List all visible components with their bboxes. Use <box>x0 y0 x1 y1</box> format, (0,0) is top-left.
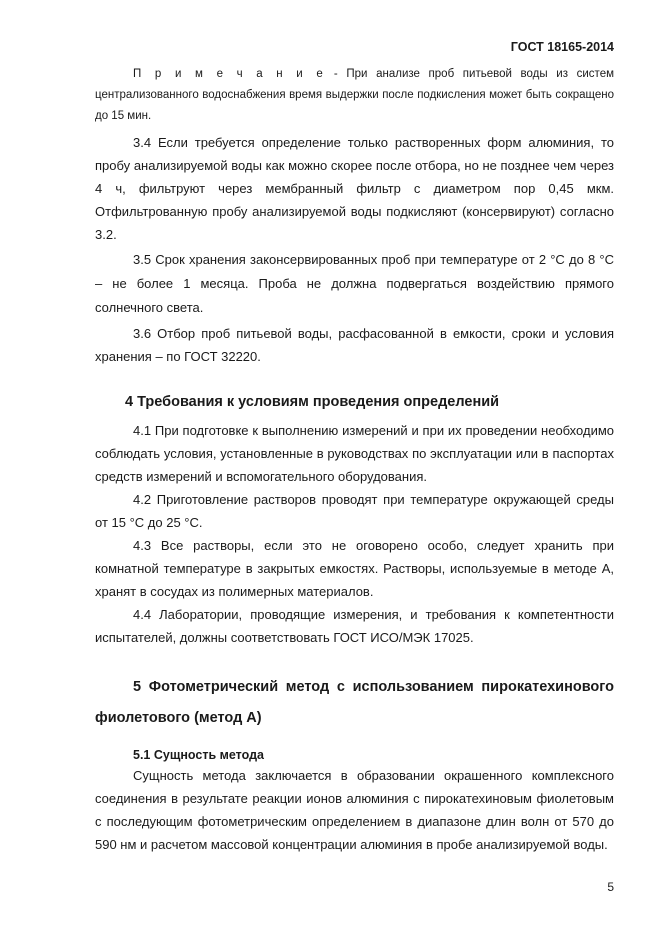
note-label: П р и м е ч а н и е <box>133 68 326 80</box>
section-4-heading: 4 Требования к условиям проведения определений <box>125 394 500 410</box>
paragraph-5-1: Сущность метода заключается в образовании окрашенного комплексного соединения в результате реакции ионов алюминия с пирокатехиновым фиолетовым с последующим фотометрическим определением в диапазоне длин волн от 570 до 590 нм и расчетом массовой концентрации алюминия в пробе анализируемой воды. <box>95 768 614 852</box>
note <box>95 64 614 127</box>
section-5-heading: 5 Фотометрический метод с использованием пирокатехинового фиолетового (метод А) <box>95 679 614 726</box>
note-text: - При анализе проб питьевой воды из систем централизованного водоснабжения время выдержки после подкисления может быть сокращено до 15 мин. <box>95 68 614 122</box>
paragraph-3-4: 3.4 Если требуется определение только растворенных форм алюминия, то пробу анализируемой воды как можно скорее после отбора, но не позднее чем через 4 ч, фильтруют через мембранный фильтр с диаметром пор 0,45 мкм. Отфильтрованную пробу анализируемой воды подкисляют (консервируют) согласно 3.2. <box>95 135 614 242</box>
page-content <box>95 64 614 856</box>
paragraph-3-5: 3.5 Срок хранения законсервированных проб при температуре от 2 °С до 8 °С – не более 1 месяца. Проба не должна подвергаться воздействию прямого солнечного света. <box>95 252 614 315</box>
section-5-1-heading: 5.1 Сущность метода <box>133 748 264 762</box>
paragraph-4-1: 4.1 При подготовке к выполнению измерений и при их проведении необходимо соблюдать условия, установленные в руководствах по эксплуатации или в паспортах средств измерений и вспомогательного оборудования. <box>95 423 614 484</box>
paragraph-4-3: 4.3 Все растворы, если это не оговорено особо, следует хранить при комнатной температуре в закрытых емкостях. Растворы, используемые в методе А, хранят в сосудах из полимерных материалов. <box>95 538 614 599</box>
paragraph-3-6: 3.6 Отбор проб питьевой воды, расфасованной в емкости, сроки и условия хранения – по ГОСТ 32220. <box>95 326 614 364</box>
paragraph-4-4: 4.4 Лаборатории, проводящие измерения, и требования к компетентности испытателей, должны соответствовать ГОСТ ИСО/МЭК 17025. <box>95 607 614 645</box>
page-number: 5 <box>607 880 614 894</box>
document-code: ГОСТ 18165-2014 <box>510 40 614 54</box>
paragraph-4-2: 4.2 Приготовление растворов проводят при температуре окружающей среды от 15 °С до 25 °С. <box>95 492 614 530</box>
